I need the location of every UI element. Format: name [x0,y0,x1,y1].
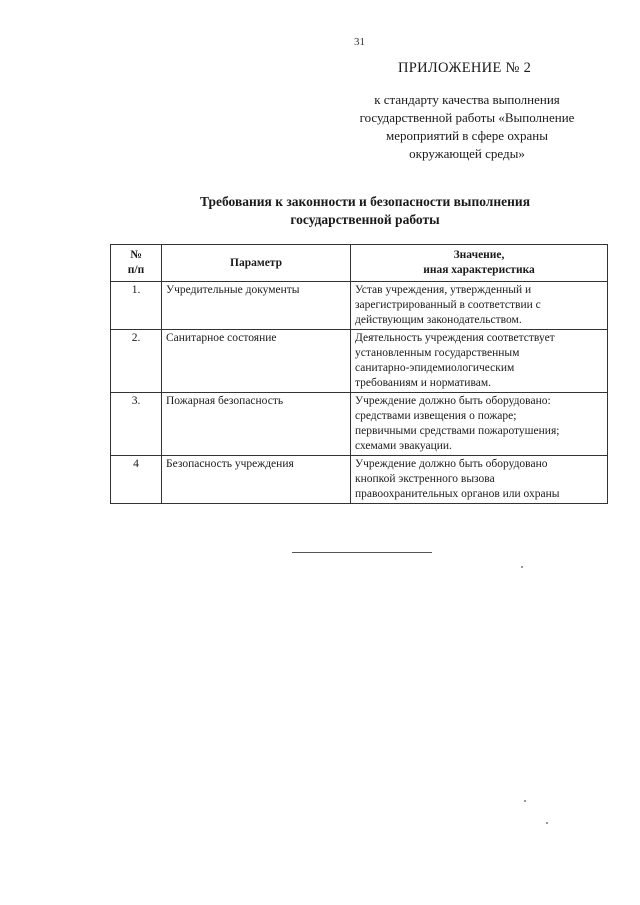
table-row [111,282,608,330]
header-value [351,245,608,282]
row-param: Безопасность учреждения [162,456,351,504]
row-value-line: Учреждение должно быть оборудовано: [355,395,551,407]
appendix-subtitle-line: окружающей среды» [409,146,525,161]
row-value [351,456,608,504]
row-num: 3. [111,393,162,456]
row-param: Учредительные документы [162,282,351,330]
row-value-line: Деятельность учреждения соответствует [355,332,555,344]
row-num: 4 [111,456,162,504]
appendix-title: ПРИЛОЖЕНИЕ № 2 [398,60,532,76]
row-value [351,330,608,393]
appendix-subtitle-line: государственной работы «Выполнение [359,110,575,125]
row-value-line: установленным государственным [355,347,520,359]
row-value-line: Устав учреждения, утвержденный и [355,284,532,296]
header-num [111,245,162,282]
appendix-subtitle [332,91,602,163]
row-param: Пожарная безопасность [162,393,351,456]
row-param: Санитарное состояние [162,330,351,393]
row-value [351,282,608,330]
row-value-line: правоохранительных органов или охраны [355,488,560,500]
row-value-line: санитарно-эпидемиологическим [355,362,515,374]
header-num-line: п/п [127,264,145,276]
table-row [111,393,608,456]
section-title-line: государственной работы [290,212,440,227]
requirements-table [110,244,608,504]
scan-speck [521,566,523,568]
row-value-line: схемами эвакуации. [355,440,452,452]
row-value-line: Учреждение должно быть оборудовано [355,458,548,470]
row-value-line: средствами извещения о пожаре; [355,410,517,422]
header-param: Параметр [162,245,351,282]
section-title [150,193,580,229]
row-num: 2. [111,330,162,393]
row-value [351,393,608,456]
table-header-row [111,245,608,282]
appendix-subtitle-line: к стандарту качества выполнения [374,92,560,107]
row-value-line: зарегистрированный в соответствии с [355,299,541,311]
separator-line [292,552,432,553]
scan-speck [546,822,548,824]
scan-speck [524,800,526,802]
section-title-line: Требования к законности и безопасности выполнения [199,194,531,209]
row-value-line: требованиям и нормативам. [355,377,491,389]
table-row [111,456,608,504]
table-row [111,330,608,393]
header-value-line: Значение, [453,249,505,261]
page-number: 31 [354,36,365,48]
row-value-line: кнопкой экстренного вызова [355,473,495,485]
appendix-subtitle-line: мероприятий в сфере охраны [386,128,548,143]
header-value-line: иная характеристика [423,264,535,276]
row-value-line: первичными средствами пожаротушения; [355,425,560,437]
row-num: 1. [111,282,162,330]
header-num-line: № [130,249,142,261]
row-value-line: действующим законодательством. [355,314,522,326]
